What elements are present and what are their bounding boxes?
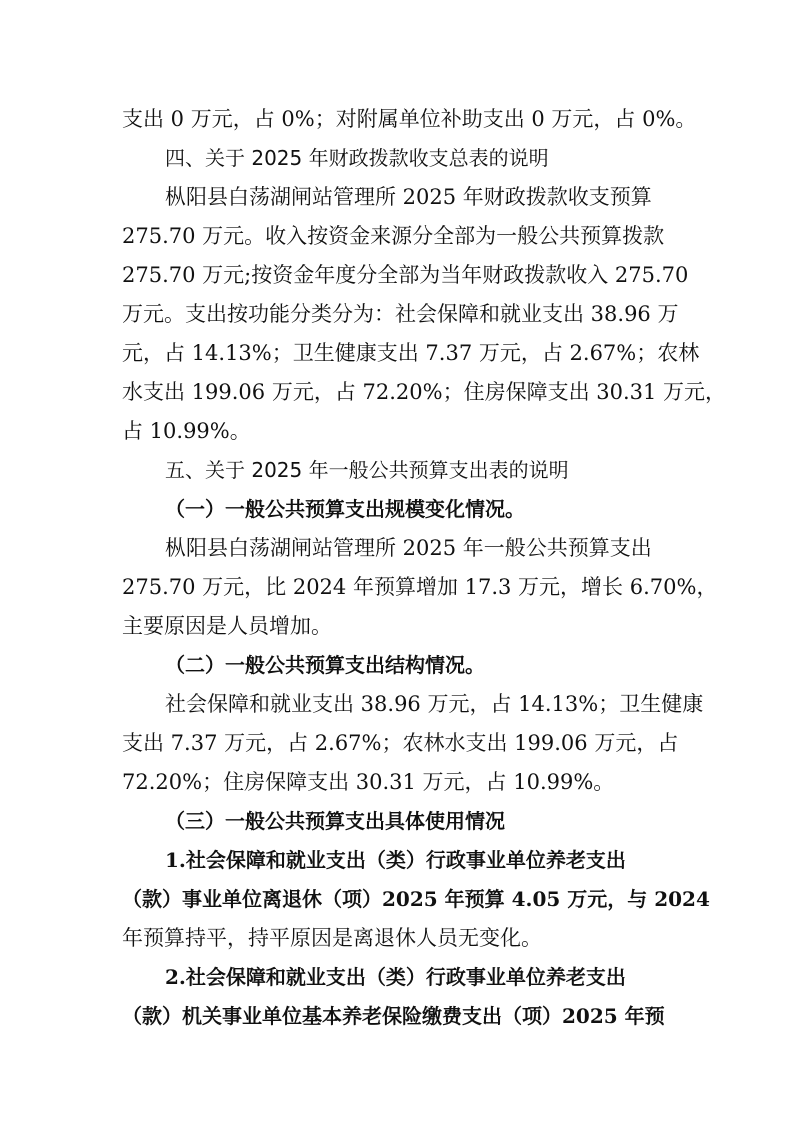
subsection-heading-2: （二）一般公共预算支出结构情况。	[165, 653, 485, 677]
subsection-heading-3: （三）一般公共预算支出具体使用情况	[165, 809, 505, 833]
text-line: 元，占 14.13%；卫生健康支出 7.37 万元，占 2.67%；农林	[122, 341, 700, 365]
item-heading-1: 1.社会保障和就业支出（类）行政事业单位养老支出	[165, 848, 626, 872]
text-line: 万元。支出按功能分类分为：社会保障和就业支出 38.96 万	[122, 302, 679, 326]
text-line: 占 10.99%。	[122, 419, 251, 443]
text-line: 枞阳县白荡湖闸站管理所 2025 年财政拨款收支预算	[165, 185, 652, 209]
text-line: （款）事业单位离退休（项）2025 年预算 4.05 万元，与 2024	[122, 887, 710, 911]
text-line: 275.70 万元;按资金年度分全部为当年财政拨款收入 275.70	[122, 263, 689, 287]
text-line: 275.70 万元，比 2024 年预算增加 17.3 万元，增长 6.70%，	[122, 575, 718, 599]
text-line: 支出 7.37 万元，占 2.67%；农林水支出 199.06 万元，占	[122, 731, 679, 755]
text-line: 72.20%；住房保障支出 30.31 万元，占 10.99%。	[122, 770, 615, 794]
text-line: 275.70 万元。收入按资金来源分全部为一般公共预算拨款	[122, 224, 665, 248]
text-line: 枞阳县白荡湖闸站管理所 2025 年一般公共预算支出	[165, 536, 652, 560]
section-heading-5: 五、关于 2025 年一般公共预算支出表的说明	[165, 458, 569, 482]
section-heading-4: 四、关于 2025 年财政拨款收支总表的说明	[165, 146, 549, 170]
item-heading-2: 2.社会保障和就业支出（类）行政事业单位养老支出	[165, 965, 626, 989]
text-line: 主要原因是人员增加。	[122, 614, 332, 638]
text-line: 水支出 199.06 万元，占 72.20%；住房保障支出 30.31 万元，	[122, 380, 727, 404]
text-line: （款）机关事业单位基本养老保险缴费支出（项）2025 年预	[122, 1004, 665, 1028]
text-line: 社会保障和就业支出 38.96 万元，占 14.13%；卫生健康	[165, 692, 704, 716]
text-line: 支出 0 万元，占 0%；对附属单位补助支出 0 万元，占 0%。	[122, 107, 697, 131]
text-line: 年预算持平，持平原因是离退休人员无变化。	[122, 926, 542, 950]
subsection-heading-1: （一）一般公共预算支出规模变化情况。	[165, 497, 525, 521]
